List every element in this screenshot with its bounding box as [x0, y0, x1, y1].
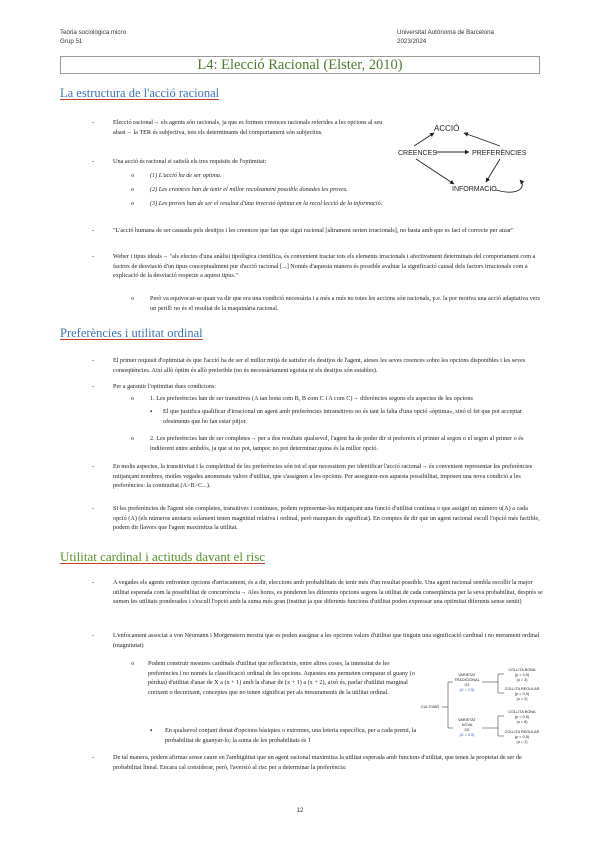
decision-tree-diagram — [418, 666, 550, 748]
outcome-prob: (p = 0,5) — [514, 735, 530, 739]
paragraph: De tal manera, podem afirmar sense caure en l'ambigüitat que un agent racional maximitza la utilitat esperada amb funcions d'utilitat, que tenen la propietat de ser de probabilitat lineal. Encara cal considerar, però, l'aversió al risc per a determinar la preferència: — [113, 754, 522, 771]
bullet-dash: - — [92, 227, 95, 234]
loop-arrow-informacio — [496, 180, 522, 192]
paragraph: En molts aspectes, la transitivitat i la completitud de les preferències són tot el que necessitem per identificar l'acció racional→ és convenient representar les preferències mitjançant nombres, motles vegades anomenats valors d'utilitat, que s'assignen a les opcions. Per assegurar-nos aquesta possibilitat, imposen una nova condició a les preferències: la continuïtat (A>B>C...). — [113, 463, 533, 490]
node-creences: CREENCES — [398, 150, 437, 157]
paragraph: Una acció és racional si satisfà els tres requisits de l'optimitat: — [113, 158, 267, 165]
tree-branch-root — [442, 682, 453, 728]
v1-label: TRADICIONAL — [454, 678, 480, 682]
outcome-utility: (u = 1) — [516, 740, 528, 744]
academic-year: 2023/2024 — [397, 38, 427, 45]
requirement-3: (3) Les proves han de ser el resultat d'una inversió òptima en la recol·lecció de la informació. — [150, 200, 383, 207]
arrow-preferencies-informacio — [486, 159, 500, 182]
paragraph: Si les preferències de l'agent són completes, transitives i contínues, podem representar-les mitjançant una funció d'utilitat contínua o que assigni un número u(A) a cada opció (A) (els números anotaris solament tenen magnitud relativa i ordinal, però manquen de significat). En comptes de dir que un agent racional escull l'opció més factible, podem dir llavors que l'agent maximitza la utilitat. — [113, 505, 540, 532]
bullet-dash: - — [92, 632, 95, 639]
bullet-circle: o — [131, 200, 135, 207]
bullet-circle: o — [131, 660, 135, 667]
condition-1: 1. Les preferències han de ser transitives (A tan bona com B, B com C i A com C)→ diferències segons els aspectes de les opcions — [150, 395, 473, 402]
node-preferencies: PREFERÈNCIES — [472, 150, 527, 157]
bullet-dash: - — [92, 119, 95, 126]
tree-branch-v1 — [482, 674, 504, 693]
bullet-dash: - — [92, 579, 95, 586]
outcome-prob: (p = 0,5) — [514, 692, 530, 696]
arrow-preferencies-accio — [464, 133, 500, 146]
bullet-circle: o — [131, 435, 135, 442]
tree-root: CULTIVAR — [420, 705, 440, 709]
section-heading-cardinal-utility: Utilitat cardinal i actituds davant el risc — [60, 549, 266, 564]
outcome-prob: (p = 0,5) — [514, 673, 530, 677]
v2-label: NOVA — [461, 723, 473, 727]
v1-label: O1 — [464, 683, 470, 687]
paragraph: El primer requisit d'optimitat és que l'acció ha de ser el millor mitjà de satisfer els desitjos de l'agent, ateses les seves creences sobre les opcions disponibles i les seves conseqüències. Així allò òptim és allò preferible (no és necessàriament egoista ni els desitjos són estables). — [113, 357, 526, 374]
group-name: Grup 51 — [60, 38, 83, 45]
paragraph: Però va equivocar-se quan va dir que era una condició necessària i a més a més no totes les accions són racionals, p.e. la por motiva una acció adaptativa vers un perill: no és el resultat de la maquinària racional. — [150, 295, 540, 312]
section-heading-preferences: Preferències i utilitat ordinal — [60, 326, 203, 340]
rational-action-diagram — [392, 118, 552, 204]
outcome-label: COLLITA REGULAR — [504, 730, 540, 734]
outcome-label: COLLITA BONA — [508, 710, 536, 714]
requirement-2: (2) Les creences han de tenir el millor recolzament possible donades les proves. — [150, 186, 348, 193]
outcome-label: COLLITA REGULAR — [504, 687, 540, 691]
v2-utility: (U = 3,5) — [459, 733, 475, 737]
university-name: Universitat Autònoma de Barcelona — [397, 29, 494, 36]
node-accio: ACCIÓ — [434, 124, 460, 133]
condition-2: 2. Les preferències han de ser completes→ per a dos resultats qualsevol, l'agent ha de poder dir si prefereix el primer al segon o el segon al primer o és indiferent entre ambdós, ja que si no pot, tampoc no pot determinar quina és la millor opció. — [150, 435, 524, 452]
arrow-creences-informacio — [416, 159, 454, 184]
bullet-dash: - — [92, 463, 95, 470]
outcome-utility: (u = 6) — [516, 720, 528, 724]
v2-label: O2 — [464, 728, 470, 732]
node-informacio: INFORMACIÓ — [452, 186, 497, 193]
v1-label: VARIETAT — [458, 673, 476, 677]
paragraph: Per a garantir l'optimitat dues condicions: — [113, 383, 217, 390]
bullet-circle: o — [131, 295, 135, 302]
header-right — [397, 28, 494, 46]
requirement-1: (1) L'acció ha de ser optima. — [150, 172, 222, 179]
bullet-dash: - — [92, 505, 95, 512]
outcome-label: COLLITA BONA — [508, 668, 536, 672]
tree-branch-v2 — [482, 716, 504, 736]
bullet-dash: - — [92, 253, 95, 260]
bullet-dash: - — [92, 158, 95, 165]
header-left — [60, 28, 126, 46]
paragraph: A vegades els agents enfronten opcions d'arriscament, és a dir, eleccions amb probabilitats de tenir més d'un resultat possible. Una agent racional sembla escollir la major utilitat esperada com la possibilitat de concurrència→ Ales hores, es ponderen les diferents opcions segons la utilitat de cada conseqüència per la seva probabilitat, després se sumen les utilitats ponderades i s'escull l'opció amb la suma més gran (institut ja que diferents funcions d'utilitat poden expressar una optimitat diferents sense sentit) — [113, 579, 543, 606]
course-name: Teoria sociològica micro — [60, 29, 127, 36]
arrow-creences-accio — [414, 133, 434, 146]
condition-1-note: El que justifica qualificar d'irracional un agent amb preferències intransitives no és tant la falta d'una opció «òptima», sinó el fet que pot acceptar ofesiments que ho fan estar pitjor. — [163, 408, 522, 425]
bullet-square: ▪ — [150, 727, 153, 734]
bullet-circle: o — [131, 186, 135, 193]
outcome-utility: (u = 3) — [516, 678, 528, 682]
outcome-prob: (p = 0,5) — [514, 715, 530, 719]
paragraph: En qualsevol conjunt donat d'opcions bàsiques o extremes, una loteria específica, per a cada premi, la probabilitat de guanyar-lo; la suma de les probabilitats és 1 — [165, 727, 417, 744]
bullet-dash: - — [92, 754, 95, 761]
paragraph: Podem construir mesures cardinals d'utilitat que reflecteixin, entre altres coses, la intensitat de les preferències i no només la classificació ordinal de les opcions. Aquestes ens permeten comparar el guany (o pèrdua) d'utilitat d'anar de X a (x + 1) amb la d'anar de (x + 1) a (x + 2), això és, parlar d'utilitat marginal creixent o decreixent, conceptes que no tenen significat per als mesuraments de la utilitat ordinal. — [148, 660, 415, 696]
v1-utility: (U = 2,5) — [459, 688, 475, 692]
paragraph: L'enfocament associat a von Neumann i Morgenstern mostra que es poden assignar a les opcions valors d'utilitat que tinguin una significació cardinal i no merament ordinal (magnitutat) — [113, 632, 540, 649]
paragraph: Weber i tipus ideals→ "als efectes d'una anàlisi tipològica científica, és convenient tractar tots els elements irracionals i afectivament determinats del comportament com a factors de desviació d'un tipus conceptualment pur d'acció racional [...] Només d'aquesta manera és possible avaluar la significació causal dels factors irracionals com a explicació de la desviació respecte a aquest tipus." — [113, 253, 536, 280]
page-title: L4: Elecció Racional (Elster, 2010) — [60, 56, 540, 74]
bullet-dash: - — [92, 383, 95, 390]
outcome-utility: (u = 2) — [516, 697, 528, 701]
page-number: 12 — [296, 807, 304, 814]
bullet-circle: o — [131, 395, 135, 402]
v2-label: VARIETAT — [458, 718, 476, 722]
bullet-circle: o — [131, 172, 135, 179]
bullet-square: ▪ — [150, 408, 153, 415]
paragraph: "L'acció humana de ser causada pels desitjos i les creences que fan que sigui racional [altrament serien irracionals], no basta amb que es faci el correcte per atzar" — [113, 227, 514, 234]
bullet-dash: - — [92, 357, 95, 364]
section-heading-structure: La estructura de l'acció racional — [60, 86, 220, 100]
paragraph: Elecció racional→ els agents són racionals, ja que es formen creences racionals referides a les opcions al seu abast→ la TER és subjectiva, tots els determinants del comportament són subjectius. — [113, 119, 383, 136]
